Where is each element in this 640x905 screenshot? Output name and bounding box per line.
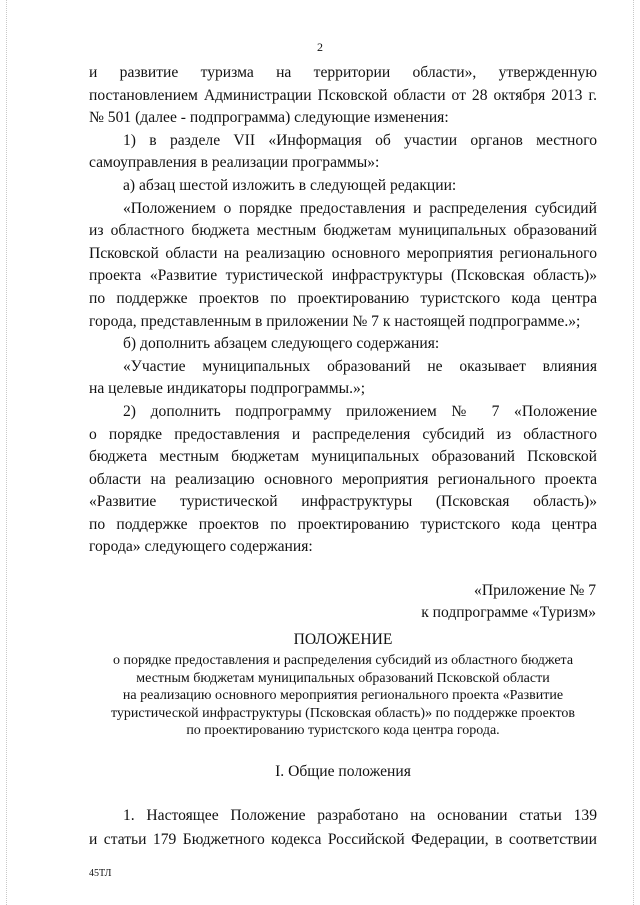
text-line: постановлением Администрации Псковской области от 28 октября 2013 г. (89, 86, 597, 104)
subtitle-line: местным бюджетам муниципальных образований Псковской области (136, 670, 550, 686)
text-line: 1) в разделе VII «Информация об участии органов местного (123, 131, 597, 149)
text-line: 2) дополнить подпрограмму приложением № 7 «Положение (123, 402, 597, 420)
paragraph-quote-2 (89, 356, 597, 401)
paragraph-item-b (89, 333, 597, 356)
text-line: проекта «Развитие туристической инфраструктуры (Псковская область)» (89, 267, 597, 285)
text-line: из областного бюджета местным бюджетам муниципальных образований (89, 222, 597, 240)
text-line: Псковской области на реализацию основного мероприятия регионального (89, 244, 597, 262)
paragraph-item-2 (89, 401, 597, 559)
scan-right-edge (633, 0, 634, 905)
text-line: б) дополнить абзацем следующего содержания: (123, 335, 440, 353)
text-line: бюджета местным бюджетам муниципальных образований Псковской (89, 448, 597, 466)
paragraph-quote-1 (89, 198, 597, 334)
text-line: на целевые индикаторы подпрограммы.»; (89, 380, 366, 398)
appendix-line: к подпрограмме «Туризм» (421, 604, 596, 621)
appendix-reference (380, 580, 596, 624)
footer-code: 45ТЛ (89, 868, 112, 879)
paragraph-continuation (89, 62, 597, 130)
text-line: по поддержке проектов по проектированию туристского кода центра (89, 289, 597, 307)
appendix-line: «Приложение № 7 (474, 582, 596, 599)
text-line: «Положением о порядке предоставления и распределения субсидий (123, 199, 597, 217)
paragraph-item-a (89, 175, 597, 198)
amendment-text (89, 62, 597, 559)
regulation-paragraph-1 (89, 804, 597, 852)
text-line: самоуправления в реализации программы»: (89, 154, 380, 172)
text-line: области на реализацию основного мероприятия регионального проекта (89, 470, 597, 488)
text-line: о порядке предоставления и распределения субсидий из областного (89, 425, 597, 443)
page-number: 2 (317, 40, 323, 54)
subtitle-line: на реализацию основного мероприятия регионального проекта «Развитие (122, 688, 564, 704)
text-line: и развитие туризма на территории области», утвержденную (89, 64, 597, 81)
subtitle-line: о порядке предоставления и распределения субсидий из областного бюджета (112, 653, 574, 668)
text-line: а) абзац шестой изложить в следующей редакции: (123, 176, 457, 194)
text-line: города, представленным в приложении № 7 к настоящей подпрограмме.»; (89, 312, 581, 330)
subtitle-line: туристической инфраструктуры (Псковская область)» по поддержке проектов (110, 705, 576, 721)
subtitle-line: по проектированию туристского кода центра города. (186, 723, 500, 739)
text-line: «Развитие туристической инфраструктуры (Псковская область)» (89, 493, 597, 511)
text-line: города» следующего содержания: (89, 538, 313, 556)
regulation-title: ПОЛОЖЕНИЕ (293, 631, 393, 648)
regulation-subtitle (80, 652, 606, 740)
text-line: № 501 (далее - подпрограмма) следующие изменения: (89, 109, 449, 127)
text-line: по поддержке проектов по проектированию туристского кода центра (89, 515, 597, 533)
text-line: «Участие муниципальных образований не оказывает влияния (123, 357, 597, 375)
section-heading: I. Общие положения (275, 763, 411, 780)
scan-left-edge (6, 0, 7, 905)
text-line: и статьи 179 Бюджетного кодекса Российской Федерации, в соответствии (89, 831, 597, 848)
text-line: 1. Настоящее Положение разработано на основании статьи 139 (123, 807, 597, 824)
paragraph-item-1 (89, 130, 597, 175)
